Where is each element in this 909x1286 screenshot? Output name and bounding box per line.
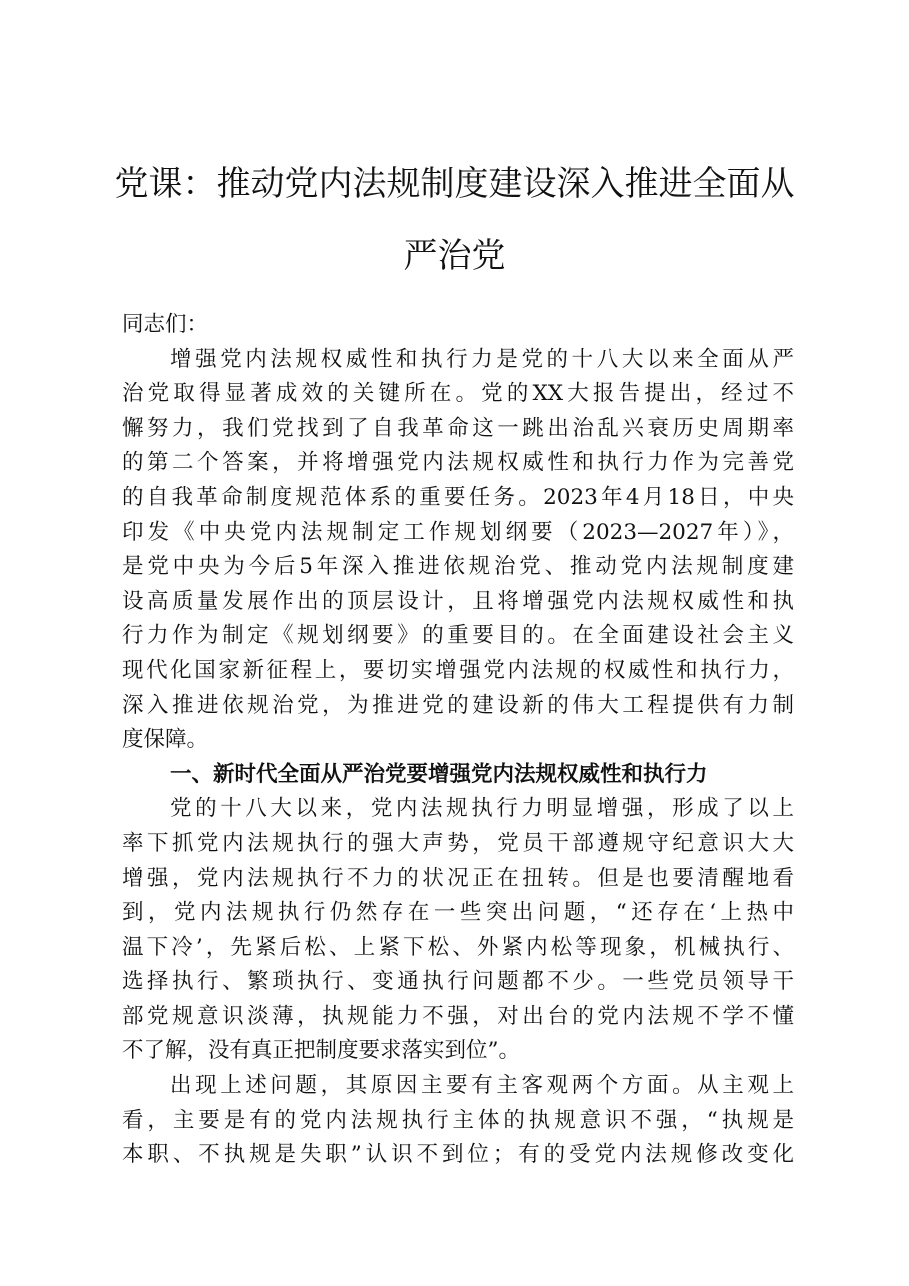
text-line: 增强，党内法规执行不力的状况正在扭转。但是也要清醒地看	[122, 865, 794, 891]
text-line: 治党取得显著成效的关键所在。党的XX大报告提出，经过不	[122, 381, 794, 407]
text-line: 设高质量发展作出的顶层设计，且将增强党内法规权威性和执	[122, 588, 794, 614]
document-title	[100, 148, 809, 292]
paragraph-1	[122, 343, 794, 758]
text-line: 本职、不执规是失职”认识不到位；有的受党内法规修改变化	[122, 1142, 794, 1168]
section-heading-1: 一、新时代全面从严治党要增强党内法规权威性和执行力	[170, 761, 708, 787]
greeting: 同志们：	[122, 312, 209, 337]
text-line: 深入推进依规治党，为推进党的建设新的伟大工程提供有力制	[122, 692, 794, 718]
text-line: 部党规意识淡薄，执规能力不强，对出台的党内法规不学不懂	[122, 1003, 794, 1029]
text-line: 不了解，没有真正把制度要求落实到位”。	[122, 1038, 520, 1064]
paragraph-2	[122, 792, 794, 1069]
text-line: 的自我革命制度规范体系的重要任务。2023年4月18日，中央	[122, 484, 794, 510]
paragraph-3	[122, 1069, 794, 1173]
title-line-1: 党课：推动党内法规制度建设深入推进全面从	[114, 164, 795, 204]
text-line: 看，主要是有的党内法规执行主体的执规意识不强，“执规是	[122, 1107, 794, 1133]
text-line: 印发《中央党内法规制定工作规划纲要（2023—2027年）》，	[122, 519, 794, 545]
text-line: 是党中央为今后5年深入推进依规治党、推动党内法规制度建	[122, 554, 794, 580]
text-line: 度保障。	[122, 727, 209, 753]
text-line: 党的十八大以来，党内法规执行力明显增强，形成了以上	[170, 796, 794, 822]
text-line: 懈努力，我们党找到了自我革命这一跳出治乱兴衰历史周期率	[122, 415, 794, 441]
text-line: 到，党内法规执行仍然存在一些突出问题，“还存在‘上热中	[122, 900, 794, 926]
text-line: 选择执行、繁琐执行、变通执行问题都不少。一些党员领导干	[122, 969, 794, 995]
title-line-2: 严治党	[403, 236, 506, 276]
text-line: 出现上述问题，其原因主要有主客观两个方面。从主观上	[170, 1073, 794, 1099]
text-line: 行力作为制定《规划纲要》的重要目的。在全面建设社会主义	[122, 623, 794, 649]
text-line: 现代化国家新征程上，要切实增强党内法规的权威性和执行力，	[122, 657, 794, 683]
document-body	[122, 308, 794, 1173]
text-line: 率下抓党内法规执行的强大声势，党员干部遵规守纪意识大大	[122, 830, 794, 856]
text-line: 的第二个答案，并将增强党内法规权威性和执行力作为完善党	[122, 450, 794, 476]
text-line: 增强党内法规权威性和执行力是党的十八大以来全面从严	[170, 346, 794, 372]
text-line: 温下冷’，先紧后松、上紧下松、外紧内松等现象，机械执行、	[122, 934, 794, 960]
